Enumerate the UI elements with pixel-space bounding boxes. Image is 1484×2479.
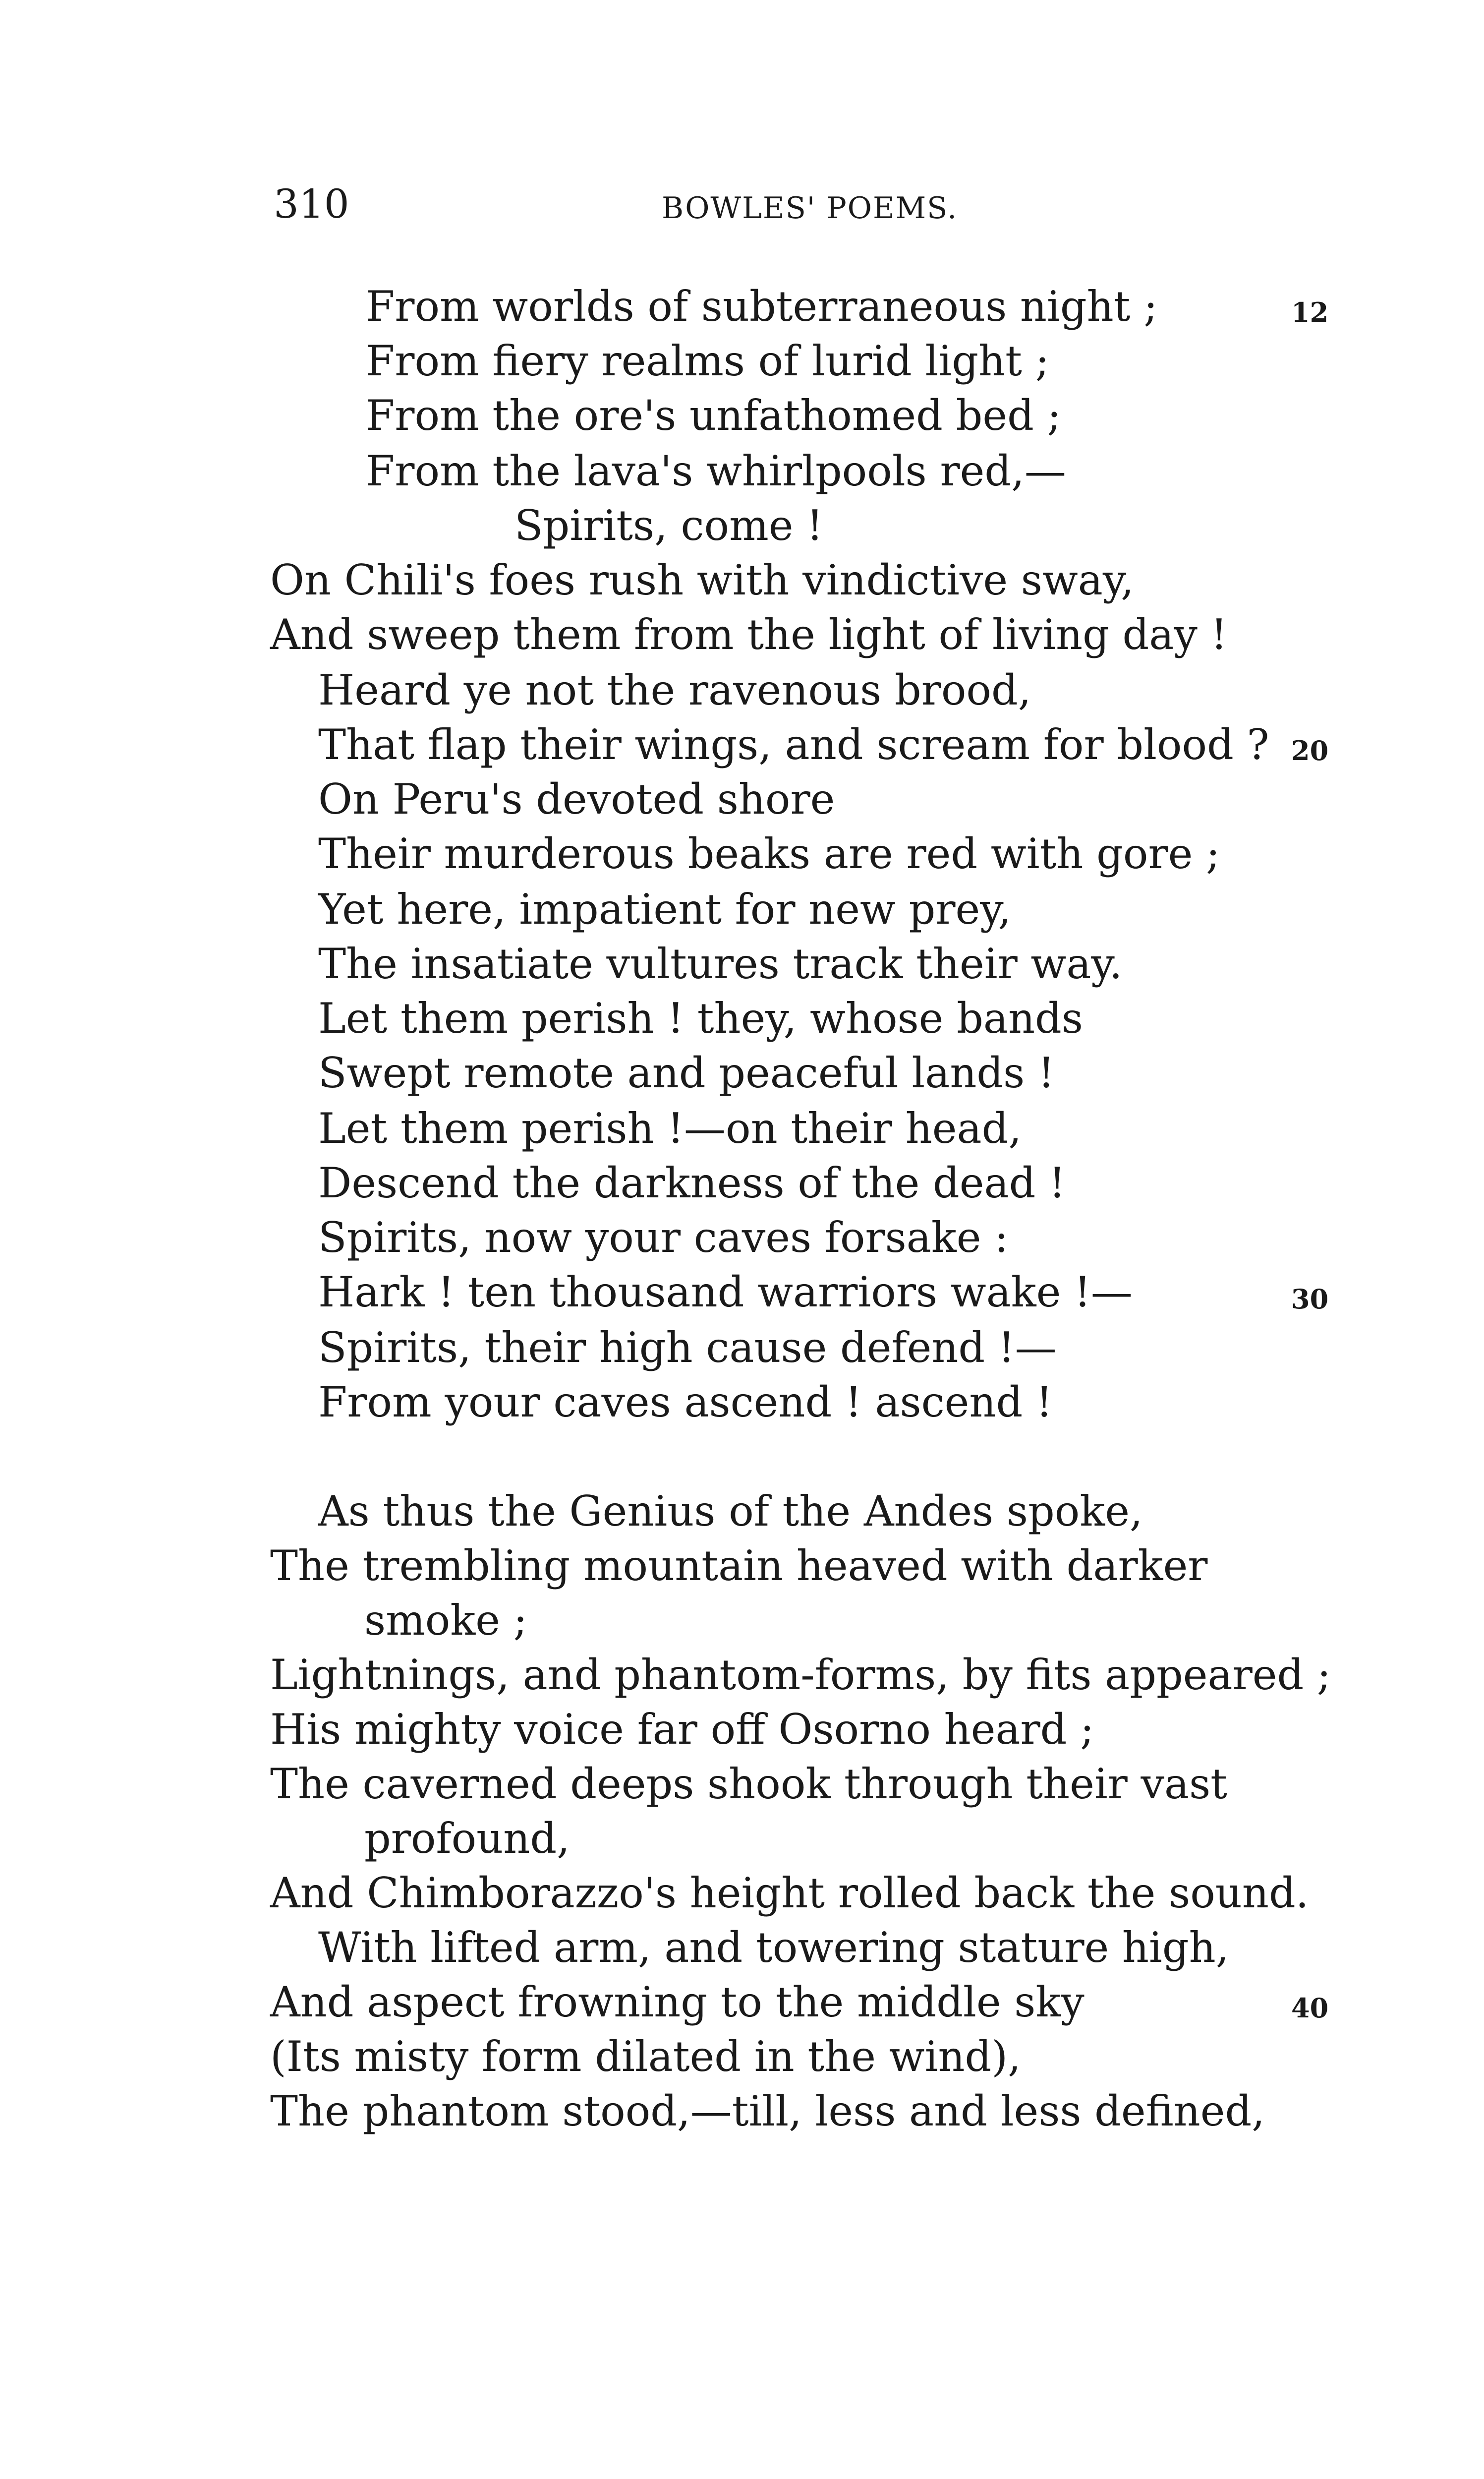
line-number: 20: [1291, 735, 1329, 767]
poem-line: Spirits, their high cause defend !—: [318, 1323, 1057, 1372]
poem-line: Let them perish ! they, whose bands: [318, 994, 1083, 1043]
poem-line: As thus the Genius of the Andes spoke,: [318, 1487, 1143, 1535]
poem-line: Lightnings, and phantom-forms, by fits appeared ;: [270, 1651, 1331, 1699]
poem-line: From your caves ascend ! ascend !: [318, 1378, 1053, 1426]
poem-line: From worlds of subterraneous night ;: [366, 282, 1158, 331]
poem-line: On Peru's devoted shore: [318, 775, 835, 824]
poem-line: Hark ! ten thousand warriors wake !—: [318, 1268, 1133, 1316]
poem-line: From the lava's whirlpools red,—: [366, 447, 1066, 495]
poem-line: Spirits, now your caves forsake :: [318, 1213, 1009, 1262]
poem-line: Their murderous beaks are red with gore ;: [318, 829, 1220, 878]
page-number: 310: [274, 181, 349, 227]
poem-line: That flap their wings, and scream for blood ?: [318, 720, 1269, 769]
poem-line: With lifted arm, and towering stature high,: [318, 1923, 1229, 1972]
poem-line: Descend the darkness of the dead !: [318, 1159, 1066, 1207]
poem-line: And sweep them from the light of living day !: [270, 610, 1228, 659]
poem-line: The trembling mountain heaved with darker: [270, 1541, 1208, 1590]
poem-line: Let them perish !—on their head,: [318, 1104, 1022, 1153]
poem-line: Swept remote and peaceful lands !: [318, 1049, 1055, 1097]
poem-line: The phantom stood,—till, less and less defined,: [270, 2087, 1265, 2135]
poem-line: From fiery realms of lurid light ;: [366, 337, 1049, 385]
line-number: 12: [1291, 296, 1329, 328]
poem-line: Spirits, come !: [514, 501, 823, 550]
poem-line-continuation: smoke ;: [364, 1596, 527, 1645]
poem-line: Yet here, impatient for new prey,: [318, 885, 1012, 934]
poem-line-continuation: profound,: [364, 1814, 570, 1863]
poem-line: Heard ye not the ravenous brood,: [318, 666, 1031, 714]
poem-line: On Chili's foes rush with vindictive sway,: [270, 556, 1134, 604]
poem-line: His mighty voice far off Osorno heard ;: [270, 1705, 1094, 1754]
line-number: 30: [1291, 1283, 1329, 1315]
poem-line: (Its misty form dilated in the wind),: [270, 2032, 1021, 2081]
poem-line: From the ore's unfathomed bed ;: [366, 391, 1061, 440]
line-number: 40: [1291, 1992, 1329, 2024]
poem-line: The insatiate vultures track their way.: [318, 940, 1123, 988]
poem-line: The caverned deeps shook through their vast: [270, 1760, 1227, 1808]
running-title: BOWLES' POEMS.: [662, 191, 958, 226]
poem-line: And Chimborazzo's height rolled back the sound.: [270, 1869, 1309, 1917]
poem-line: And aspect frowning to the middle sky: [270, 1978, 1084, 2026]
